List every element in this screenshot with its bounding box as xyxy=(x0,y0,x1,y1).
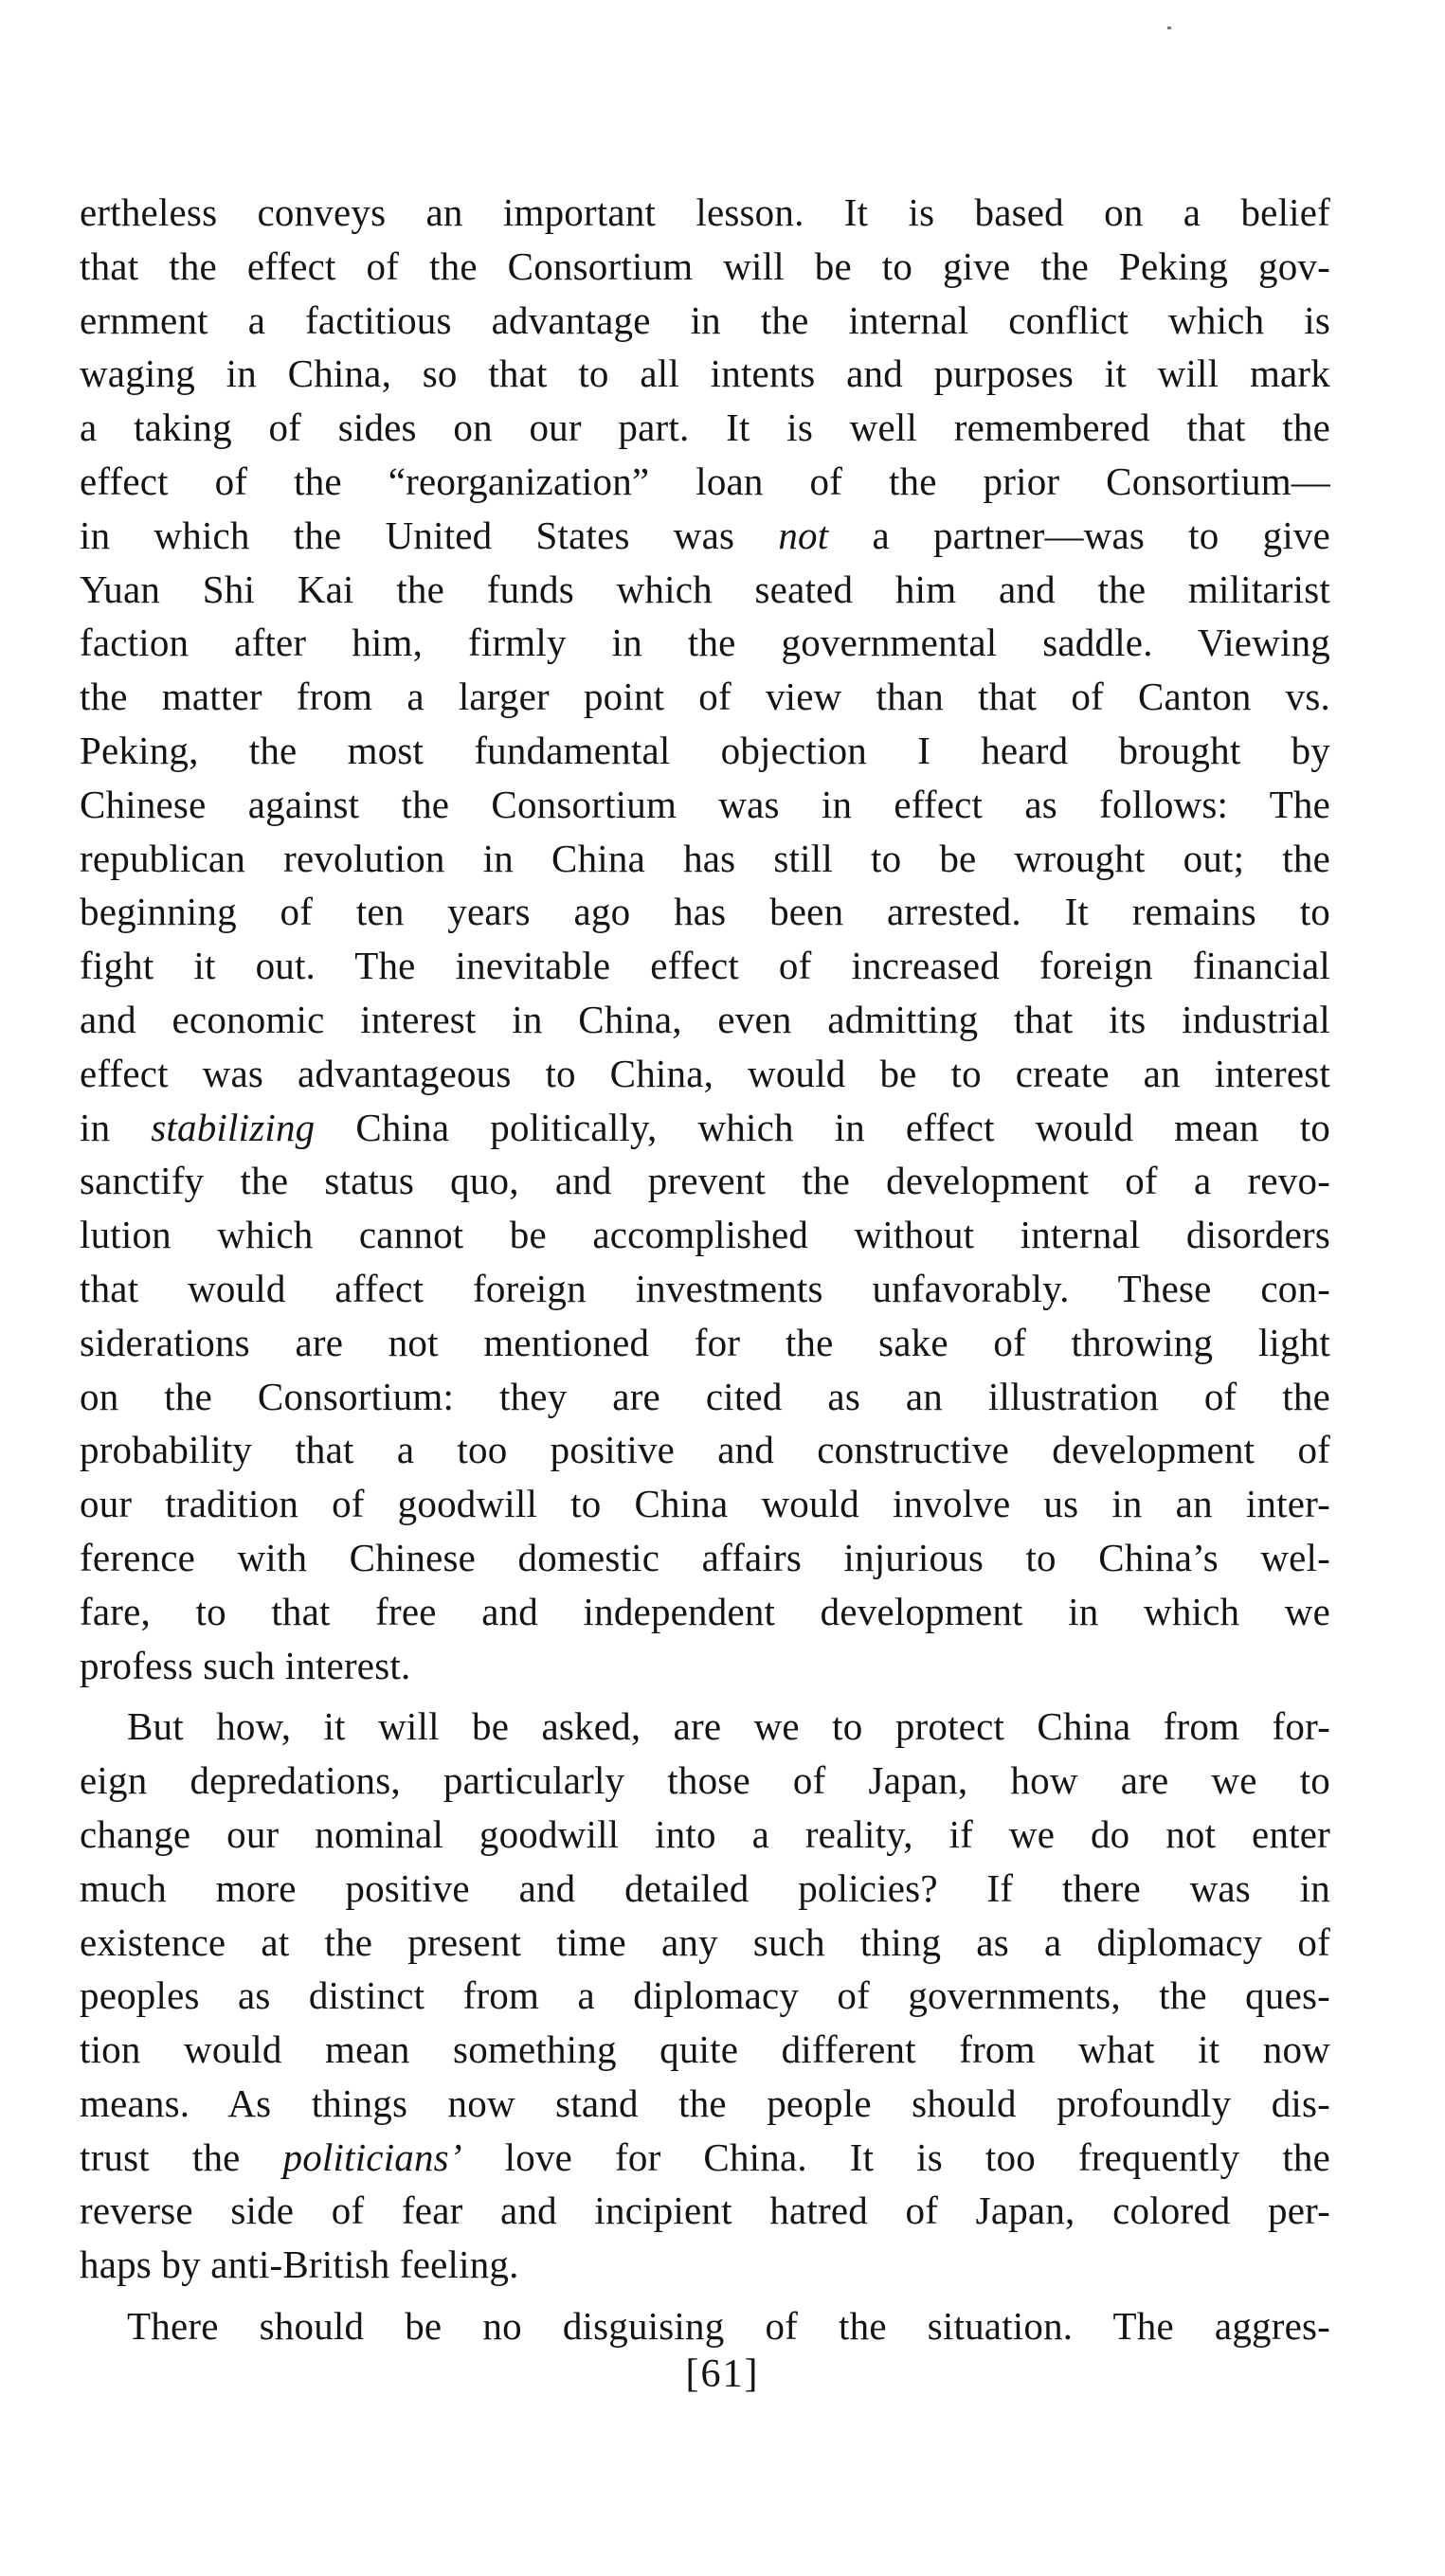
text-line: Chinese against the Consortium was in effect as follows: The xyxy=(80,782,1330,826)
text-line: means. As things now stand the people should profoundly dis- xyxy=(80,2081,1330,2125)
text-line: haps by anti-British feeling. xyxy=(80,2243,519,2287)
text-line: tion would mean something quite different from what it now xyxy=(80,2027,1330,2072)
text-line: in stabilizing China politically, which in effect would mean to xyxy=(80,1105,1330,1149)
paragraph-gap xyxy=(80,1692,1330,1700)
text-line: effect of the “reorganization” loan of the prior Consortium— xyxy=(80,459,1330,503)
scan-speck xyxy=(1167,27,1171,29)
text-line: effect was advantageous to China, would be to create an interest xyxy=(80,1051,1330,1095)
text-line: faction after him, firmly in the governmental saddle. Viewing xyxy=(80,621,1330,665)
text-line: existence at the present time any such thing as a diplomacy of xyxy=(80,1919,1330,1964)
text-line: Yuan Shi Kai the funds which seated him and the militarist xyxy=(80,567,1330,611)
text-line: our tradition of goodwill to China would involve us in an inter- xyxy=(80,1482,1330,1526)
text-line: republican revolution in China has still to be wrought out; the xyxy=(80,836,1330,880)
text-line: Peking, the most fundamental objection I heard brought by xyxy=(80,728,1330,772)
text-line: reverse side of fear and incipient hatred of Japan, colored per- xyxy=(80,2189,1330,2233)
text-line: the matter from a larger point of view than that of Canton vs. xyxy=(80,675,1330,719)
text-line: a taking of sides on our part. It is well remembered that the xyxy=(80,405,1330,450)
text-line: in which the United States was not a partner—was to give xyxy=(80,513,1331,557)
text-line: eign depredations, particularly those of Japan, how are we to xyxy=(80,1758,1330,1803)
text-line: on the Consortium: they are cited as an illustration of the xyxy=(80,1374,1330,1418)
text-line: and economic interest in China, even admitting that its industrial xyxy=(80,997,1330,1041)
paragraph xyxy=(80,186,1330,1692)
text-line: sanctify the status quo, and prevent the development of a revo- xyxy=(80,1159,1330,1203)
paragraph xyxy=(80,1700,1330,2292)
page-number: [61] xyxy=(685,2352,760,2396)
text-line: that the effect of the Consortium will be to give the Peking gov- xyxy=(80,243,1330,288)
text-line: ernment a factitious advantage in the internal conflict which is xyxy=(80,297,1330,342)
paragraph xyxy=(80,2299,1330,2353)
text-line: ference with Chinese domestic affairs injurious to China’s wel- xyxy=(80,1535,1330,1579)
text-line: fare, to that free and independent development in which we xyxy=(80,1589,1330,1633)
text-line: There should be no disguising of the situation. The aggres- xyxy=(127,2304,1330,2349)
text-line: profess such interest. xyxy=(80,1643,411,1687)
text-line: beginning of ten years ago has been arrested. It remains to xyxy=(80,890,1330,934)
text-line: that would affect foreign investments unfavorably. These con- xyxy=(80,1266,1330,1310)
text-line: ertheless conveys an important lesson. It is based on a belief xyxy=(80,190,1330,234)
text-line: change our nominal goodwill into a reality, if we do not enter xyxy=(80,1811,1330,1856)
text-line: siderations are not mentioned for the sake of throwing light xyxy=(80,1320,1330,1364)
text-line: waging in China, so that to all intents and purposes it will mark xyxy=(80,351,1330,396)
text-line: trust the politicians’ love for China. It is too frequently the xyxy=(80,2135,1331,2179)
paragraph-gap xyxy=(80,2292,1330,2299)
text-line: much more positive and detailed policies? If there was in xyxy=(80,1865,1330,1910)
text-line: probability that a too positive and constructive development of xyxy=(80,1428,1330,1472)
text-line: fight it out. The inevitable effect of increased foreign financial xyxy=(80,944,1330,988)
text-line: lution which cannot be accomplished without internal disorders xyxy=(80,1213,1330,1257)
text-line: But how, it will be asked, are we to protect China from for- xyxy=(127,1704,1330,1749)
page-body xyxy=(80,186,1330,2353)
text-line: peoples as distinct from a diplomacy of governments, the ques- xyxy=(80,1973,1330,2018)
